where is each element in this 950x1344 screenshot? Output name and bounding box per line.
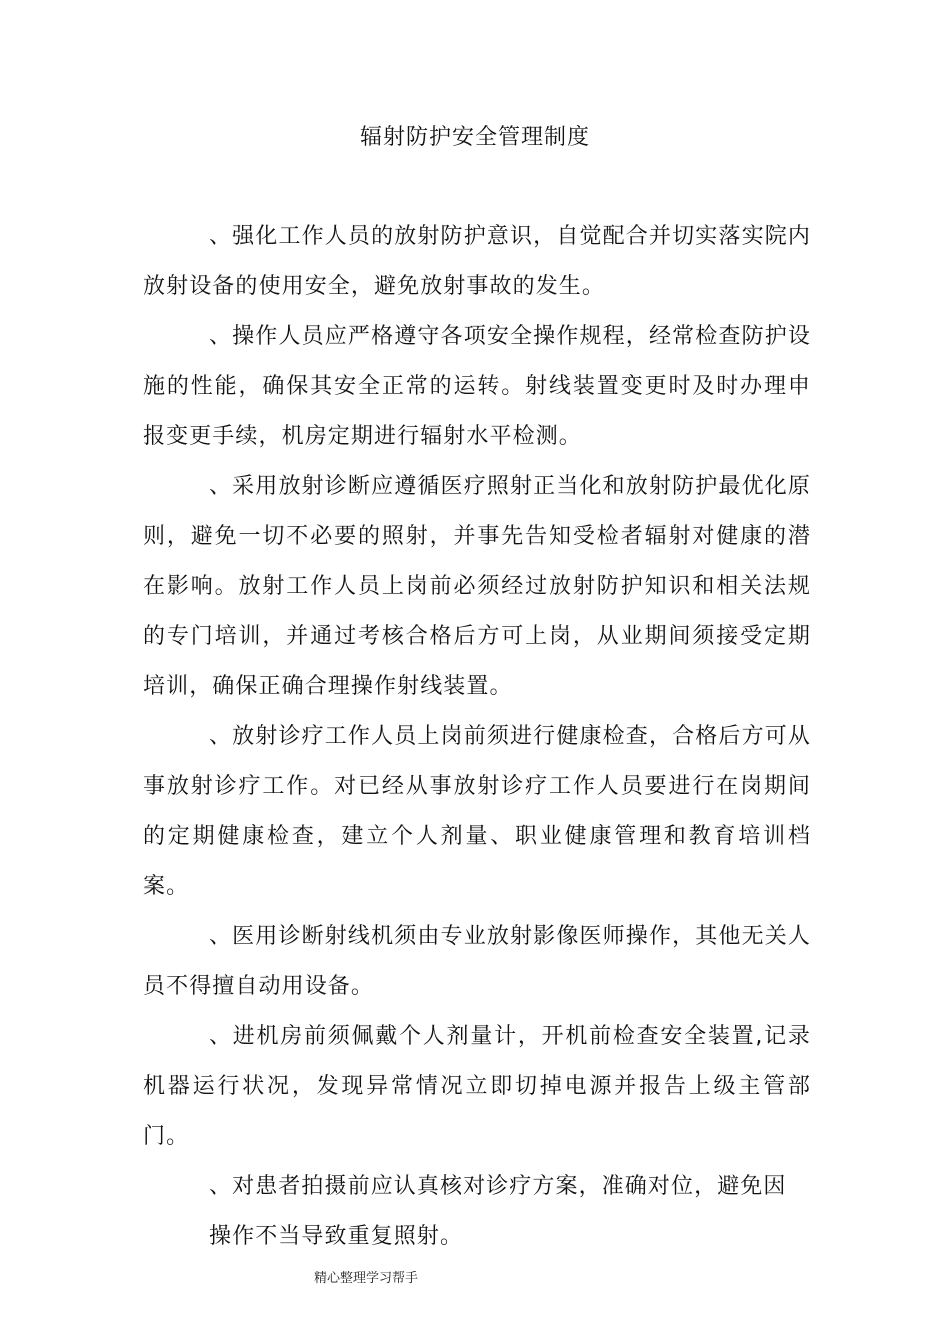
paragraph-1: 、强化工作人员的放射防护意识，自觉配合并切实落实院内放射设备的使用安全，避免放射事故的发生。 xyxy=(143,224,811,299)
paragraph-7-line-2: 操作不当导致重复照射。 xyxy=(209,1224,464,1249)
document-title: 辐射防护安全管理制度 xyxy=(359,125,590,150)
paragraph-2: 、操作人员应严格遵守各项安全操作规程，经常检查防护设施的性能，确保其安全正常的运转。射线装置变更时及时办理申报变更手续，机房定期进行辐射水平检测。 xyxy=(143,324,811,449)
paragraph-7 xyxy=(143,1162,811,1262)
paragraph-3: 、采用放射诊断应遵循医疗照射正当化和放射防护最优化原则，避免一切不必要的照射，并事先告知受检者辐射对健康的潜在影响。放射工作人员上岗前必须经过放射防护知识和相关法规的专门培训，并通过考核合格后方可上岗，从业期间须接受定期培训，确保正确合理操作射线装置。 xyxy=(143,474,811,699)
paragraph-7-line-1: 、对患者拍摄前应认真核对诊疗方案，准确对位，避免因 xyxy=(209,1174,787,1199)
paragraph-6: 、进机房前须佩戴个人剂量计，开机前检查安全装置,记录机器运行状况，发现异常情况立即切掉电源并报告上级主管部门。 xyxy=(143,1024,811,1149)
paragraph-5: 、医用诊断射线机须由专业放射影像医师操作，其他无关人员不得擅自动用设备。 xyxy=(143,924,811,999)
paragraph-4: 、放射诊疗工作人员上岗前须进行健康检查，合格后方可从事放射诊疗工作。对已经从事放射诊疗工作人员要进行在岗期间的定期健康检查，建立个人剂量、职业健康管理和教育培训档案。 xyxy=(143,724,811,899)
document-body xyxy=(143,212,811,1262)
page-footer: 精心整理学习帮手 xyxy=(314,1271,419,1286)
